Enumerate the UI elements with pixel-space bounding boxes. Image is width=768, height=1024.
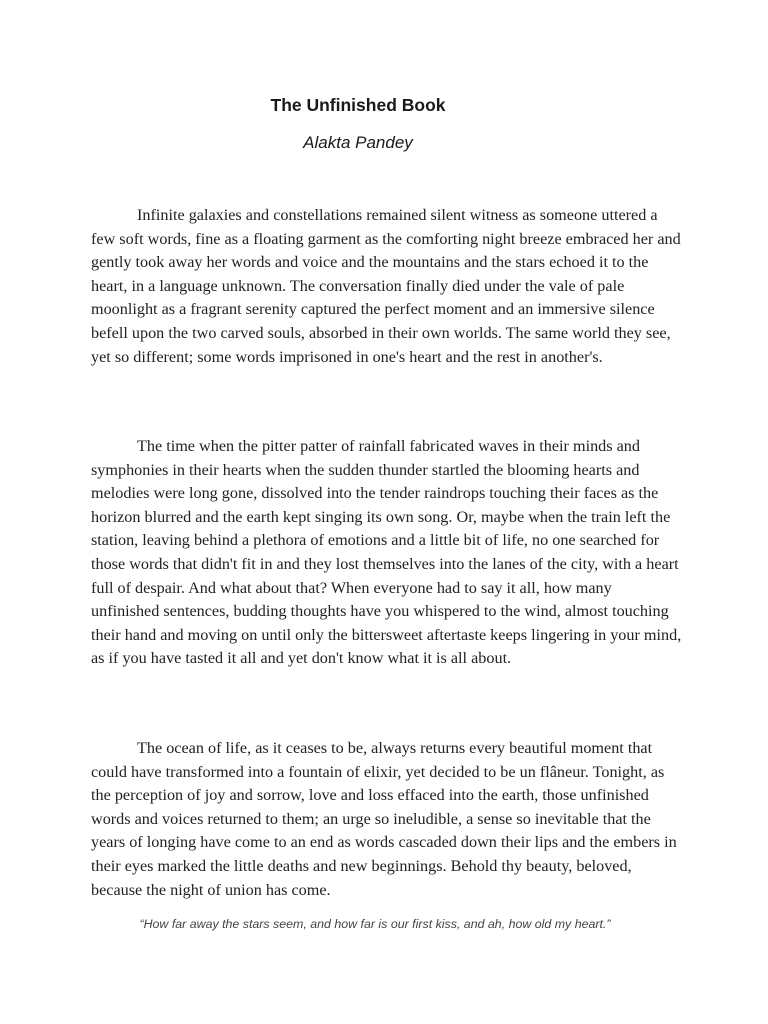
closing-quote: “How far away the stars seem, and how far is our first kiss, and ah, how old my heart.” — [139, 917, 611, 931]
document-title: The Unfinished Book — [270, 95, 446, 115]
document-author: Alakta Pandey — [303, 133, 413, 152]
paragraph-3-text: The ocean of life, as it ceases to be, always returns every beautiful moment that could have transformed into a fountain of elixir, yet decided to be un flâneur. Tonight, as the perception of joy and sorrow, love and loss effaced into the earth, those unfinished words and voices returned to them; an urge so ineludible, a sense so inevitable that the years of longing have come to an end as words cascaded down their lips and the embers in their eyes marked the little deaths and new beginnings. Behold thy beauty, beloved, because the night of union has come. — [91, 739, 677, 899]
paragraph-1-text: Infinite galaxies and constellations remained silent witness as someone uttered a few soft words, fine as a floating garment as the comforting night breeze embraced her and gently took away her words and voice and the mountains and the stars echoed it to the heart, in a language unknown. The conversation finally died under the vale of pale moonlight as a fragrant serenity captured the perfect moment and an immersive silence befell upon the two carved souls, absorbed in their own worlds. The same world they see, yet so different; some words imprisoned in one's heart and the rest in another's. — [91, 206, 681, 366]
paragraph-2-text: The time when the pitter patter of rainfall fabricated waves in their minds and symphonies in their hearts when the sudden thunder startled the blooming hearts and melodies were long gone, dissolved into the tender raindrops touching their faces as the horizon blurred and the earth kept singing its own song. Or, maybe when the train left the station, leaving behind a plethora of emotions and a little bit of life, no one searched for those words that didn't fit in and they lost themselves into the lanes of the city, with a heart full of despair. And what about that? When everyone had to say it all, how many unfinished sentences, budding thoughts have you whispered to the wind, almost touching their hand and moving on until only the bittersweet aftertaste keeps lingering in your mind, as if you have tasted it all and yet don't know what it is all about. — [91, 437, 682, 668]
paragraph-3 — [91, 737, 683, 902]
paragraph-2 — [91, 435, 683, 671]
paragraph-1 — [91, 204, 683, 369]
